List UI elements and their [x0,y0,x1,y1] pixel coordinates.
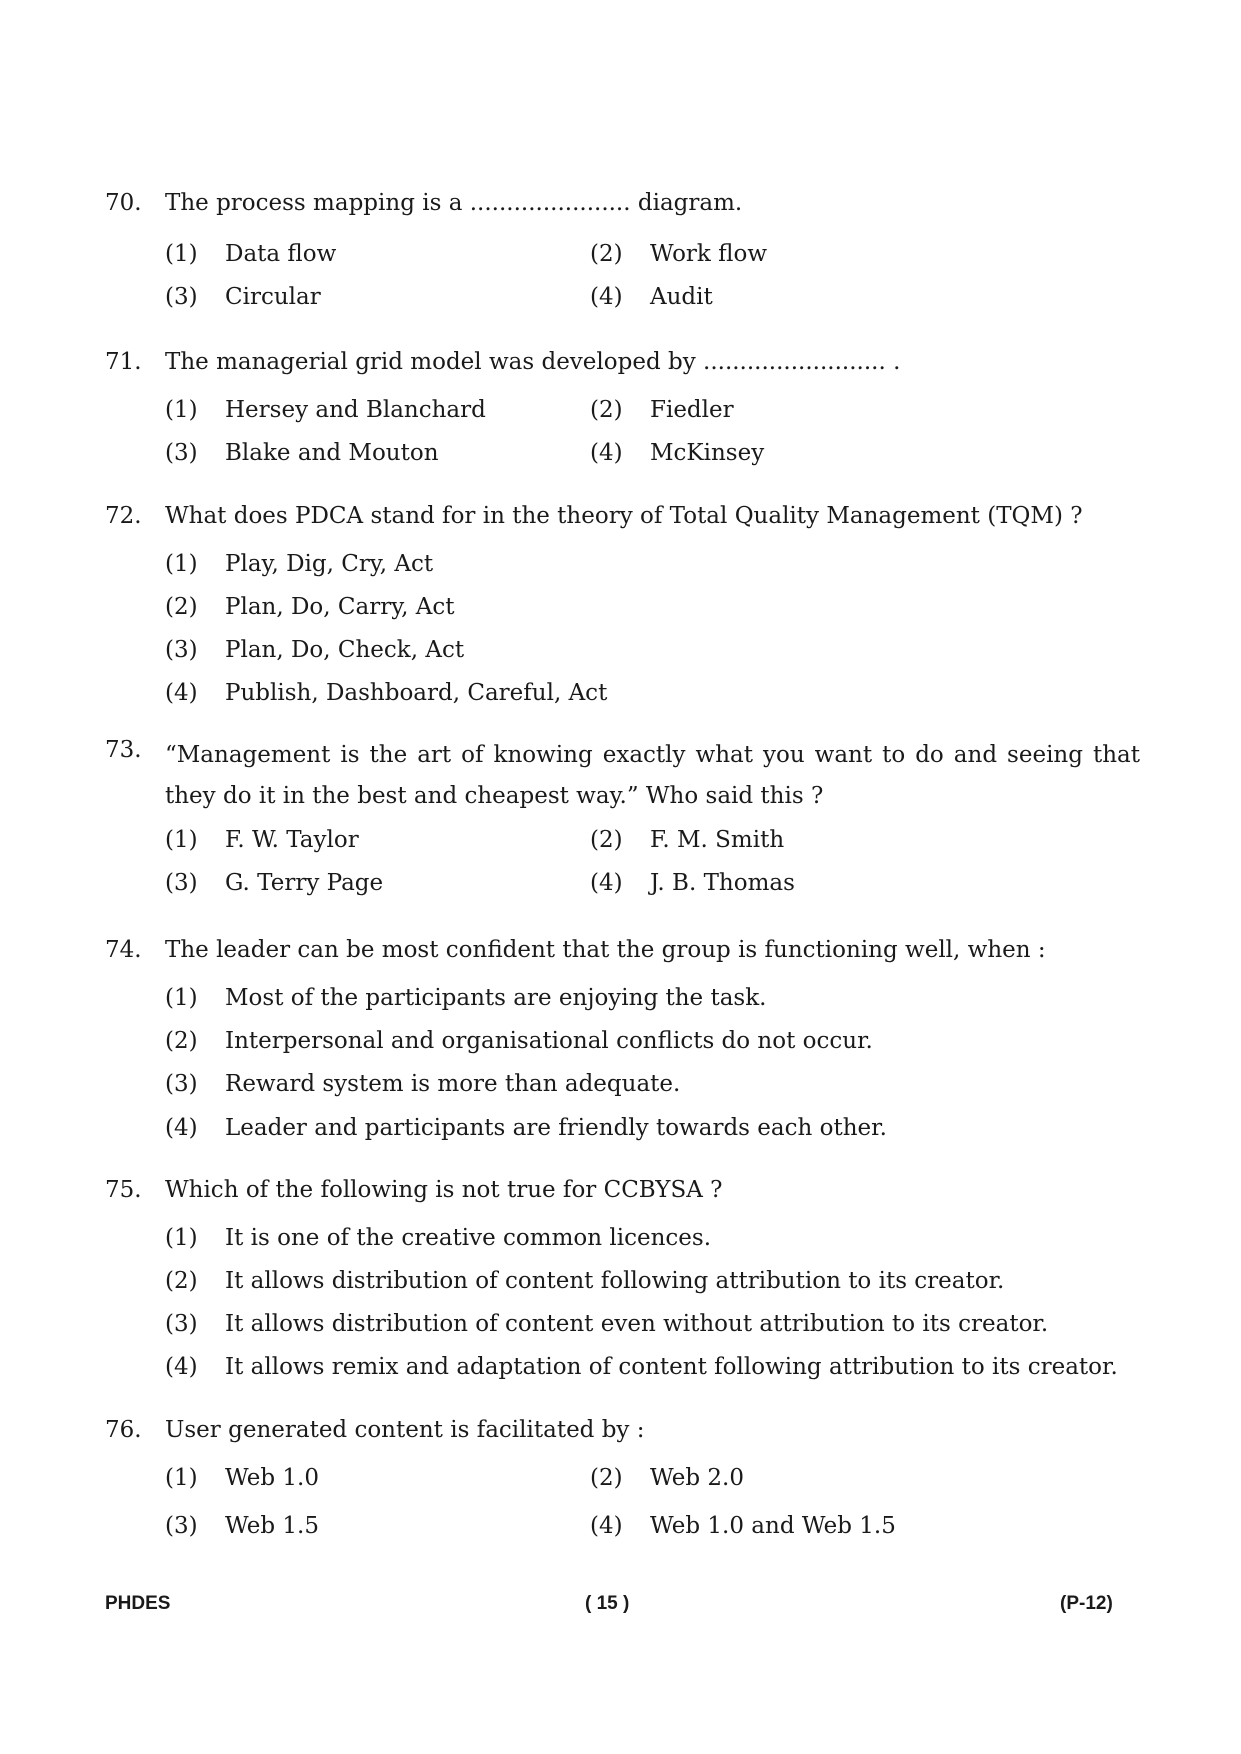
question-76 [105,1415,1140,1545]
option-3 [165,635,464,665]
option-number: (2) [165,1268,198,1294]
option-text: Web 1.0 and Web 1.5 [650,1513,896,1539]
option-1 [165,1463,319,1493]
option-number: (2) [590,1465,623,1491]
option-text: Web 1.0 [225,1465,319,1491]
question-text: User generated content is facilitated by : [165,1417,645,1443]
question-number: 71. [105,349,142,375]
option-3 [165,1309,1048,1339]
question-number: 73. [105,737,142,763]
option-number: (3) [165,284,198,310]
option-4 [165,678,607,708]
option-number: (4) [165,1354,198,1380]
option-1 [165,825,359,855]
option-number: (4) [165,1115,198,1141]
options [165,1205,1140,1385]
options [165,218,1140,308]
option-number: (3) [165,870,198,896]
option-4 [590,282,713,312]
question-text: The leader can be most confident that the group is functioning well, when : [165,937,1046,963]
option-text: McKinsey [650,440,765,466]
footer-page-number: ( 15 ) [585,1593,630,1614]
option-1 [165,239,336,269]
option-number: (4) [590,440,623,466]
question-75 [105,1175,1140,1385]
option-number: (3) [165,1513,198,1539]
question-number: 74. [105,937,142,963]
option-number: (2) [590,397,623,423]
option-1 [165,549,433,579]
option-text: Most of the participants are enjoying the task. [225,985,767,1011]
option-text: Web 1.5 [225,1513,319,1539]
option-2 [590,1463,744,1493]
options [165,377,1140,467]
option-text: J. B. Thomas [650,870,795,896]
question-71 [105,347,1140,467]
option-number: (4) [165,680,198,706]
option-3 [165,1511,319,1541]
option-4 [590,868,795,898]
option-text: Fiedler [650,397,734,423]
option-text: It allows distribution of content following attribution to its creator. [225,1268,1005,1294]
option-number: (3) [165,440,198,466]
question-number: 70. [105,190,142,216]
question-70 [105,188,1140,308]
option-number: (4) [590,1513,623,1539]
options [165,1445,1140,1545]
option-text: Circular [225,284,321,310]
option-text: Leader and participants are friendly towards each other. [225,1115,887,1141]
option-text: Plan, Do, Check, Act [225,637,465,663]
option-3 [165,438,439,468]
option-4 [165,1352,1118,1382]
option-4 [165,1113,887,1143]
option-text: Reward system is more than adequate. [225,1071,681,1097]
option-2 [590,395,734,425]
question-74 [105,935,1140,1145]
option-text: F. M. Smith [650,827,785,853]
option-text: Hersey and Blanchard [225,397,486,423]
option-number: (1) [165,397,198,423]
option-3 [165,868,383,898]
option-text: Publish, Dashboard, Careful, Act [225,680,608,706]
option-text: It allows remix and adaptation of content following attribution to its creator. [225,1354,1118,1380]
options [165,817,1140,907]
option-number: (1) [165,985,198,1011]
footer-set-code: (P-12) [1060,1593,1113,1614]
option-text: Plan, Do, Carry, Act [225,594,455,620]
option-2 [165,592,454,622]
option-number: (1) [165,551,198,577]
option-4 [590,438,764,468]
option-2 [165,1266,1004,1296]
option-text: Audit [650,284,713,310]
question-text: The managerial grid model was developed by ......................... . [165,349,901,375]
question-number: 76. [105,1417,142,1443]
option-number: (2) [165,1028,198,1054]
option-number: (1) [165,241,198,267]
option-2 [165,1026,873,1056]
option-text: Play, Dig, Cry, Act [225,551,434,577]
question-text: Which of the following is not true for CCBYSA ? [165,1177,723,1203]
question-number: 75. [105,1177,142,1203]
question-text: What does PDCA stand for in the theory of Total Quality Management (TQM) ? [165,503,1083,529]
option-text: It is one of the creative common licences. [225,1225,711,1251]
option-2 [590,825,784,855]
option-number: (4) [590,870,623,896]
option-number: (1) [165,1465,198,1491]
option-3 [165,282,321,312]
option-number: (1) [165,827,198,853]
options [165,965,1140,1145]
option-text: Web 2.0 [650,1465,744,1491]
option-3 [165,1069,680,1099]
options [165,531,1140,711]
footer-exam-code: PHDES [105,1593,171,1614]
option-text: Interpersonal and organisational conflicts do not occur. [225,1028,873,1054]
question-text: “Management is the art of knowing exactly what you want to do and seeing that they do it in the best and cheapest way.” Who said this ? [165,742,1140,809]
option-number: (4) [590,284,623,310]
question-73 [105,737,1140,907]
option-4 [590,1511,896,1541]
option-number: (2) [590,827,623,853]
option-number: (3) [165,1311,198,1337]
option-text: Work flow [650,241,768,267]
option-number: (3) [165,637,198,663]
option-text: Data flow [225,241,337,267]
option-text: F. W. Taylor [225,827,359,853]
question-text: The process mapping is a ...................... diagram. [165,190,743,216]
option-number: (2) [590,241,623,267]
option-text: Blake and Mouton [225,440,439,466]
option-1 [165,395,486,425]
option-2 [590,239,767,269]
question-number: 72. [105,503,142,529]
option-number: (3) [165,1071,198,1097]
option-text: G. Terry Page [225,870,384,896]
option-number: (1) [165,1225,198,1251]
option-1 [165,983,767,1013]
question-72 [105,501,1140,711]
option-number: (2) [165,594,198,620]
option-text: It allows distribution of content even without attribution to its creator. [225,1311,1049,1337]
option-1 [165,1223,711,1253]
